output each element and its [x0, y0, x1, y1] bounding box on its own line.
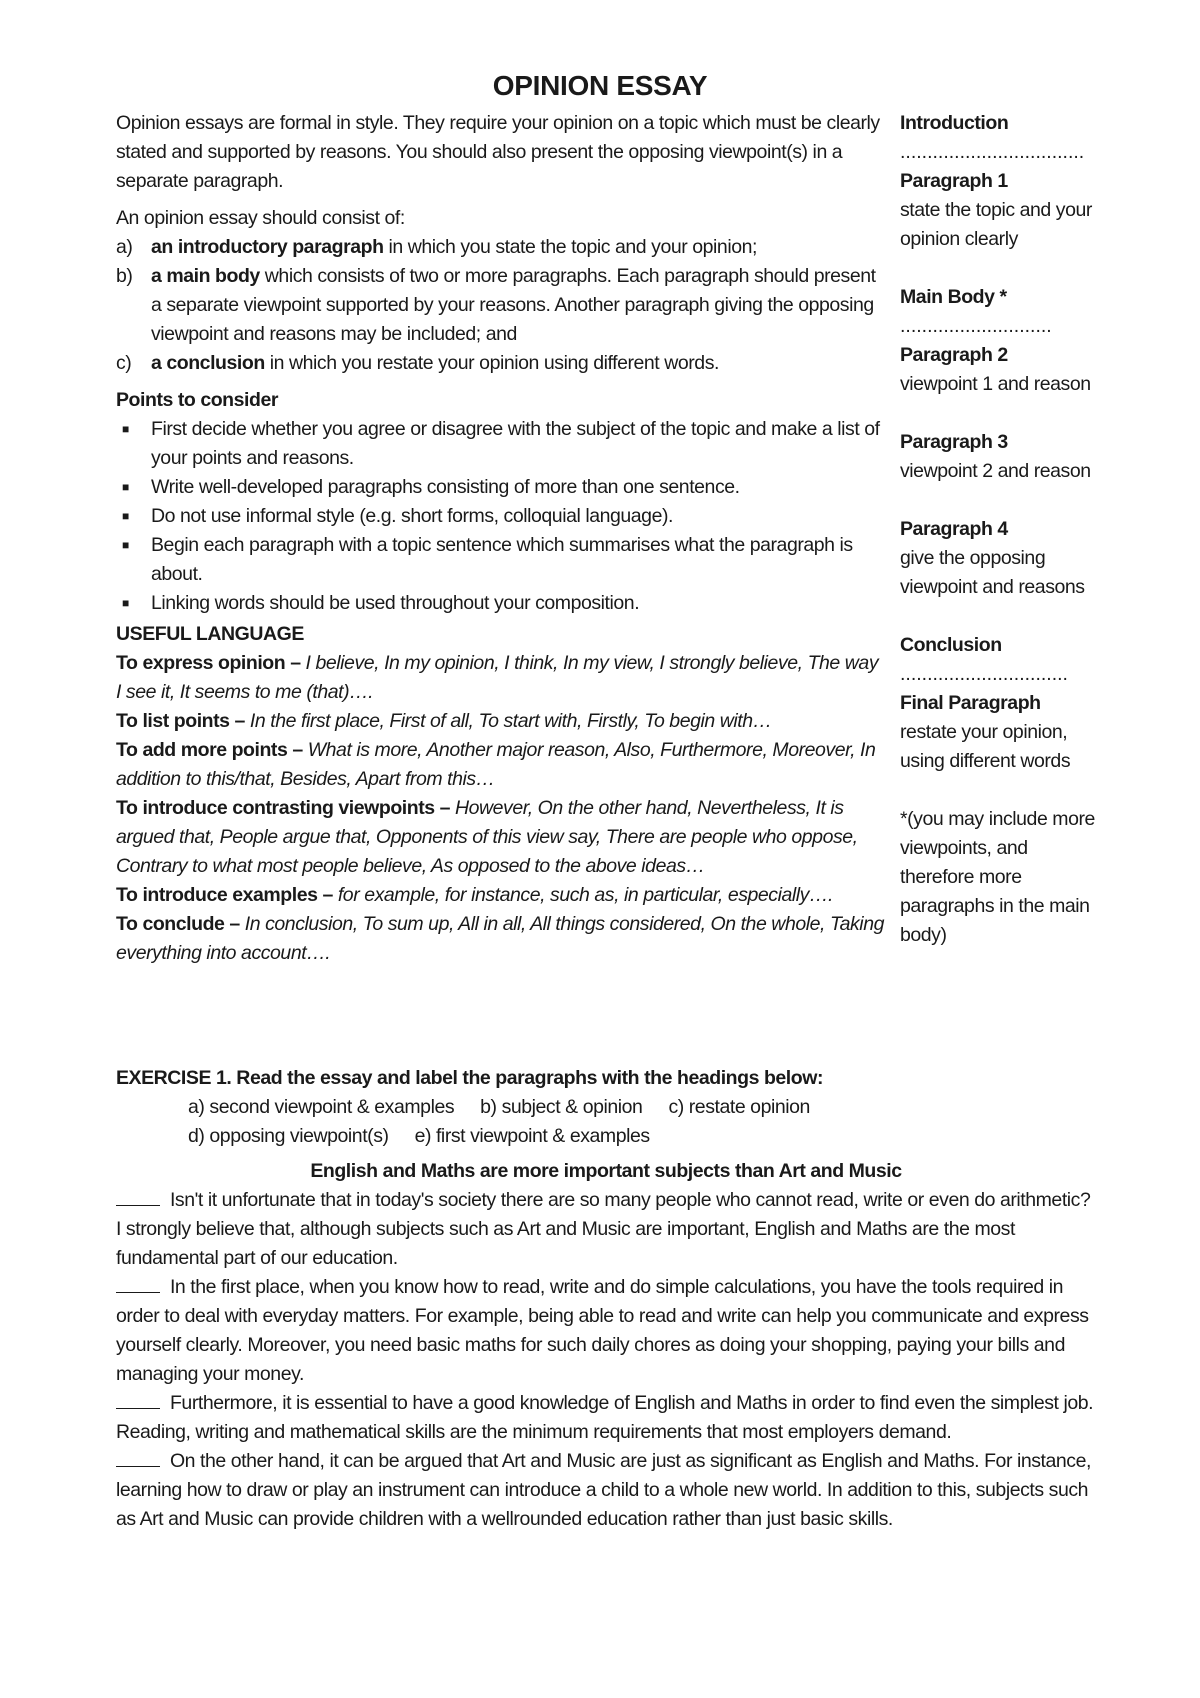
exercise-section — [116, 1064, 1096, 1534]
exercise-option: c) restate opinion — [668, 1096, 810, 1118]
language-phrases: What is more, Another major reason, Also, Furthermore, Moreover, In addition to this/that, Besides, Apart from this… — [116, 739, 876, 790]
answer-blank[interactable] — [116, 1448, 160, 1467]
exercise-options-row-2 — [116, 1122, 1096, 1151]
list-item-text: which consists of two or more paragraphs. Each paragraph should present a separate viewpoint supported by your reasons. Another paragraph giving the opposing viewpoint and reasons may be included; and — [151, 265, 876, 345]
bullet-item — [116, 473, 884, 502]
sidebar-final-paragraph: Final Paragraph — [900, 692, 1041, 714]
essay-title: English and Maths are more important subjects than Art and Music — [310, 1160, 902, 1182]
exercise-option: a) second viewpoint & examples — [188, 1096, 455, 1118]
language-entry — [116, 649, 884, 707]
list-marker: b) — [116, 265, 133, 287]
essay-paragraph-text: In the first place, when you know how to read, write and do simple calculations, you have the tools required in order to deal with everyday matters. For example, being able to read and write can help you communicate and express yourself clearly. Moreover, you need basic maths for such daily chores as doing your shopping, paying your bills and managing your money. — [116, 1276, 1089, 1385]
list-item-bold: a main body — [151, 265, 260, 287]
exercise-option: d) opposing viewpoint(s) — [188, 1125, 389, 1147]
language-entry — [116, 910, 884, 968]
answer-blank[interactable] — [116, 1390, 160, 1409]
language-label: To add more points – — [116, 739, 303, 761]
exercise-options-row-1 — [116, 1093, 1096, 1122]
exercise-option: e) first viewpoint & examples — [414, 1125, 650, 1147]
list-item-c — [116, 349, 884, 378]
sidebar-footnote: *(you may include more viewpoints, and therefore more paragraphs in the main body) — [900, 808, 1095, 946]
answer-blank[interactable] — [116, 1274, 160, 1293]
bullet-icon: ■ — [122, 509, 129, 523]
language-phrases: In conclusion, To sum up, All in all, All things considered, On the whole, Taking everything into account…. — [116, 913, 884, 964]
list-item-bold: an introductory paragraph — [151, 236, 384, 258]
sidebar-paragraph-4: Paragraph 4 — [900, 518, 1008, 540]
bullet-item — [116, 589, 884, 618]
list-item-bold: a conclusion — [151, 352, 265, 374]
sidebar-paragraph-1-desc: state the topic and your opinion clearly — [900, 199, 1092, 250]
sidebar-introduction-heading: Introduction — [900, 112, 1009, 134]
sidebar-paragraph-3: Paragraph 3 — [900, 431, 1008, 453]
sidebar-dotted-line: .................................. — [900, 141, 1085, 163]
sidebar-paragraph-2-desc: viewpoint 1 and reason — [900, 373, 1091, 395]
bullet-item — [116, 531, 884, 589]
language-phrases: In the first place, First of all, To start with, Firstly, To begin with… — [244, 710, 772, 732]
language-phrases: However, On the other hand, Nevertheless, It is argued that, People argue that, Opponents of this view say, There are people who oppose, Contrary to what most people believe, As opposed to the above ideas… — [116, 797, 858, 877]
essay-paragraph — [116, 1273, 1096, 1389]
list-item-b — [116, 262, 884, 349]
sidebar-conclusion-heading: Conclusion — [900, 634, 1002, 656]
language-phrases: I believe, In my opinion, I think, In my view, I strongly believe, The way I see it, It seems to me (that)…. — [116, 652, 879, 703]
bullet-text: Linking words should be used throughout your composition. — [151, 592, 640, 614]
sidebar-dotted-line: ............................... — [900, 663, 1068, 685]
list-item-text: in which you restate your opinion using different words. — [264, 352, 719, 374]
language-label: To express opinion – — [116, 652, 301, 674]
essay-paragraph-text: On the other hand, it can be argued that Art and Music are just as significant as English and Maths. For instance, learning how to draw or play an instrument can introduce a child to a whole new world. In addition to this, subjects such as Art and Music can provide children with a wellrounded education rather than just basic skills. — [116, 1450, 1091, 1530]
bullet-icon: ■ — [122, 422, 129, 436]
language-label: To introduce examples – — [116, 884, 333, 906]
language-entry — [116, 736, 884, 794]
sidebar-paragraph-2: Paragraph 2 — [900, 344, 1008, 366]
essay-paragraph — [116, 1389, 1096, 1447]
main-column — [116, 109, 884, 968]
list-item-a — [116, 233, 884, 262]
essay-paragraph-text: Furthermore, it is essential to have a good knowledge of English and Maths in order to find even the simplest job. Reading, writing and mathematical skills are the minimum requirements that most employers demand. — [116, 1392, 1094, 1443]
bullet-item — [116, 415, 884, 473]
useful-language-heading: USEFUL LANGUAGE — [116, 623, 304, 645]
structure-sidebar — [900, 109, 1100, 950]
language-phrases: for example, for instance, such as, in particular, especially…. — [332, 884, 833, 906]
consist-of-line: An opinion essay should consist of: — [116, 207, 405, 229]
bullet-text: Do not use informal style (e.g. short forms, colloquial language). — [151, 505, 673, 527]
language-label: To introduce contrasting viewpoints – — [116, 797, 451, 819]
bullet-text: Begin each paragraph with a topic sentence which summarises what the paragraph is about. — [151, 534, 853, 585]
intro-paragraph: Opinion essays are formal in style. They require your opinion on a topic which must be clearly stated and supported by reasons. You should also present the opposing viewpoint(s) in a separate paragraph. — [116, 112, 880, 192]
exercise-heading: EXERCISE 1. Read the essay and label the paragraphs with the headings below: — [116, 1067, 823, 1089]
sidebar-dotted-line: ............................ — [900, 315, 1052, 337]
bullet-item — [116, 502, 884, 531]
answer-blank[interactable] — [116, 1187, 160, 1206]
exercise-option: b) subject & opinion — [480, 1096, 643, 1118]
bullet-icon: ■ — [122, 538, 129, 552]
essay-paragraph — [116, 1447, 1096, 1534]
bullet-text: Write well-developed paragraphs consisting of more than one sentence. — [151, 476, 740, 498]
essay-paragraph-text: Isn't it unfortunate that in today's society there are so many people who cannot read, write or even do arithmetic? I strongly believe that, although subjects such as Art and Music are important, English and Maths are the most fundamental part of our education. — [116, 1189, 1091, 1269]
page-title: OPINION ESSAY — [492, 70, 708, 101]
language-entry — [116, 881, 884, 910]
sidebar-paragraph-1: Paragraph 1 — [900, 170, 1008, 192]
list-marker: c) — [116, 352, 132, 374]
language-label: To conclude – — [116, 913, 240, 935]
bullet-icon: ■ — [122, 480, 129, 494]
sidebar-final-paragraph-desc: restate your opinion, using different words — [900, 721, 1071, 772]
list-item-text: in which you state the topic and your opinion; — [383, 236, 757, 258]
sidebar-paragraph-4-desc: give the opposing viewpoint and reasons — [900, 547, 1085, 598]
bullet-text: First decide whether you agree or disagree with the subject of the topic and make a list of your points and reasons. — [151, 418, 880, 469]
points-heading: Points to consider — [116, 389, 279, 411]
sidebar-paragraph-3-desc: viewpoint 2 and reason — [900, 460, 1091, 482]
essay-paragraph — [116, 1186, 1096, 1273]
language-label: To list points – — [116, 710, 245, 732]
list-marker: a) — [116, 236, 133, 258]
bullet-icon: ■ — [122, 596, 129, 610]
language-entry — [116, 794, 884, 881]
language-entry — [116, 707, 884, 736]
sidebar-main-body-heading: Main Body * — [900, 286, 1007, 308]
